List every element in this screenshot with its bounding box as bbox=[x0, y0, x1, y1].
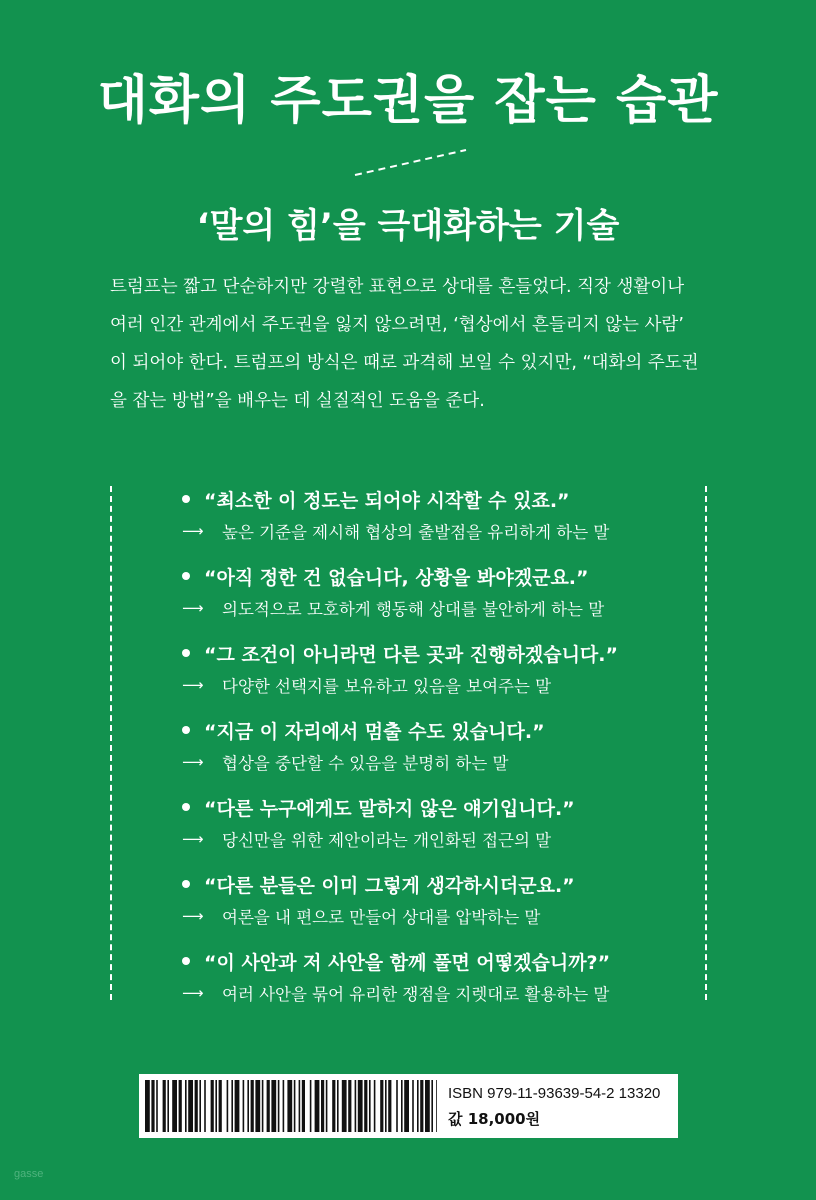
bullet-icon bbox=[182, 572, 190, 580]
quote-description: 여론을 내 편으로 만들어 상대를 압박하는 말 bbox=[222, 908, 541, 927]
quote-item bbox=[182, 790, 702, 867]
isbn-number: ISBN 979-11-93639-54-2 13320 bbox=[448, 1085, 661, 1102]
bullet-icon bbox=[182, 803, 190, 811]
quote-list bbox=[182, 482, 702, 1021]
intro-line: 이 되어야 한다. 트럼프의 방식은 때로 과격해 보일 수 있지만, “대화의 주도권 bbox=[110, 353, 699, 373]
bullet-icon bbox=[182, 957, 190, 965]
bullet-icon bbox=[182, 495, 190, 503]
quote-item bbox=[182, 636, 702, 713]
intro-line: 을 잡는 방법”을 배우는 데 실질적인 도움을 준다. bbox=[110, 391, 485, 411]
quote-item bbox=[182, 944, 702, 1021]
arrow-icon: ⟶ bbox=[182, 984, 204, 1002]
quote-box-left-border bbox=[110, 486, 112, 1000]
barcode-icon bbox=[145, 1080, 437, 1132]
barcode-panel bbox=[139, 1074, 678, 1138]
decorative-dashed-line bbox=[0, 145, 816, 181]
arrow-icon: ⟶ bbox=[182, 599, 204, 617]
quote-item bbox=[182, 713, 702, 790]
quote-description: 여러 사안을 묶어 유리한 쟁점을 지렛대로 활용하는 말 bbox=[222, 985, 610, 1004]
bullet-icon bbox=[182, 880, 190, 888]
book-subtitle: ‘말의 힘’을 극대화하는 기술 bbox=[196, 206, 620, 246]
quote-item bbox=[182, 482, 702, 559]
arrow-icon: ⟶ bbox=[182, 753, 204, 771]
intro-line: 여러 인간 관계에서 주도권을 잃지 않으려면, ‘협상에서 흔들리지 않는 사람’ bbox=[110, 315, 684, 335]
arrow-icon: ⟶ bbox=[182, 830, 204, 848]
quote-description: 높은 기준을 제시해 협상의 출발점을 유리하게 하는 말 bbox=[222, 523, 610, 542]
bullet-icon bbox=[182, 726, 190, 734]
arrow-icon: ⟶ bbox=[182, 907, 204, 925]
intro-paragraph bbox=[110, 268, 710, 420]
watermark: gasse bbox=[14, 1168, 44, 1180]
intro-line: 트럼프는 짧고 단순하지만 강렬한 표현으로 상대를 흔들었다. 직장 생활이나 bbox=[110, 277, 685, 297]
quote-text: “다른 분들은 이미 그렇게 생각하시더군요.” bbox=[204, 874, 575, 897]
price-label: 값 18,000원 bbox=[448, 1110, 541, 1128]
quote-text: “최소한 이 정도는 되어야 시작할 수 있죠.” bbox=[204, 489, 570, 512]
quote-text: “지금 이 자리에서 멈출 수도 있습니다.” bbox=[204, 720, 545, 743]
quote-text: “그 조건이 아니라면 다른 곳과 진행하겠습니다.” bbox=[204, 643, 618, 666]
quote-text: “이 사안과 저 사안을 함께 풀면 어떻겠습니까?” bbox=[204, 951, 611, 974]
quote-description: 다양한 선택지를 보유하고 있음을 보여주는 말 bbox=[222, 677, 552, 696]
quote-item bbox=[182, 867, 702, 944]
quote-description: 협상을 중단할 수 있음을 분명히 하는 말 bbox=[222, 754, 509, 773]
arrow-icon: ⟶ bbox=[182, 522, 204, 540]
bullet-icon bbox=[182, 649, 190, 657]
quote-description: 당신만을 위한 제안이라는 개인화된 접근의 말 bbox=[222, 831, 552, 850]
quote-description: 의도적으로 모호하게 행동해 상대를 불안하게 하는 말 bbox=[222, 600, 605, 619]
book-title: 대화의 주도권을 잡는 습관 bbox=[97, 71, 719, 131]
arrow-icon: ⟶ bbox=[182, 676, 204, 694]
quote-text: “다른 누구에게도 말하지 않은 얘기입니다.” bbox=[204, 797, 575, 820]
quote-text: “아직 정한 건 없습니다, 상황을 봐야겠군요.” bbox=[204, 566, 589, 589]
quote-box-right-border bbox=[705, 486, 707, 1000]
quote-item bbox=[182, 559, 702, 636]
